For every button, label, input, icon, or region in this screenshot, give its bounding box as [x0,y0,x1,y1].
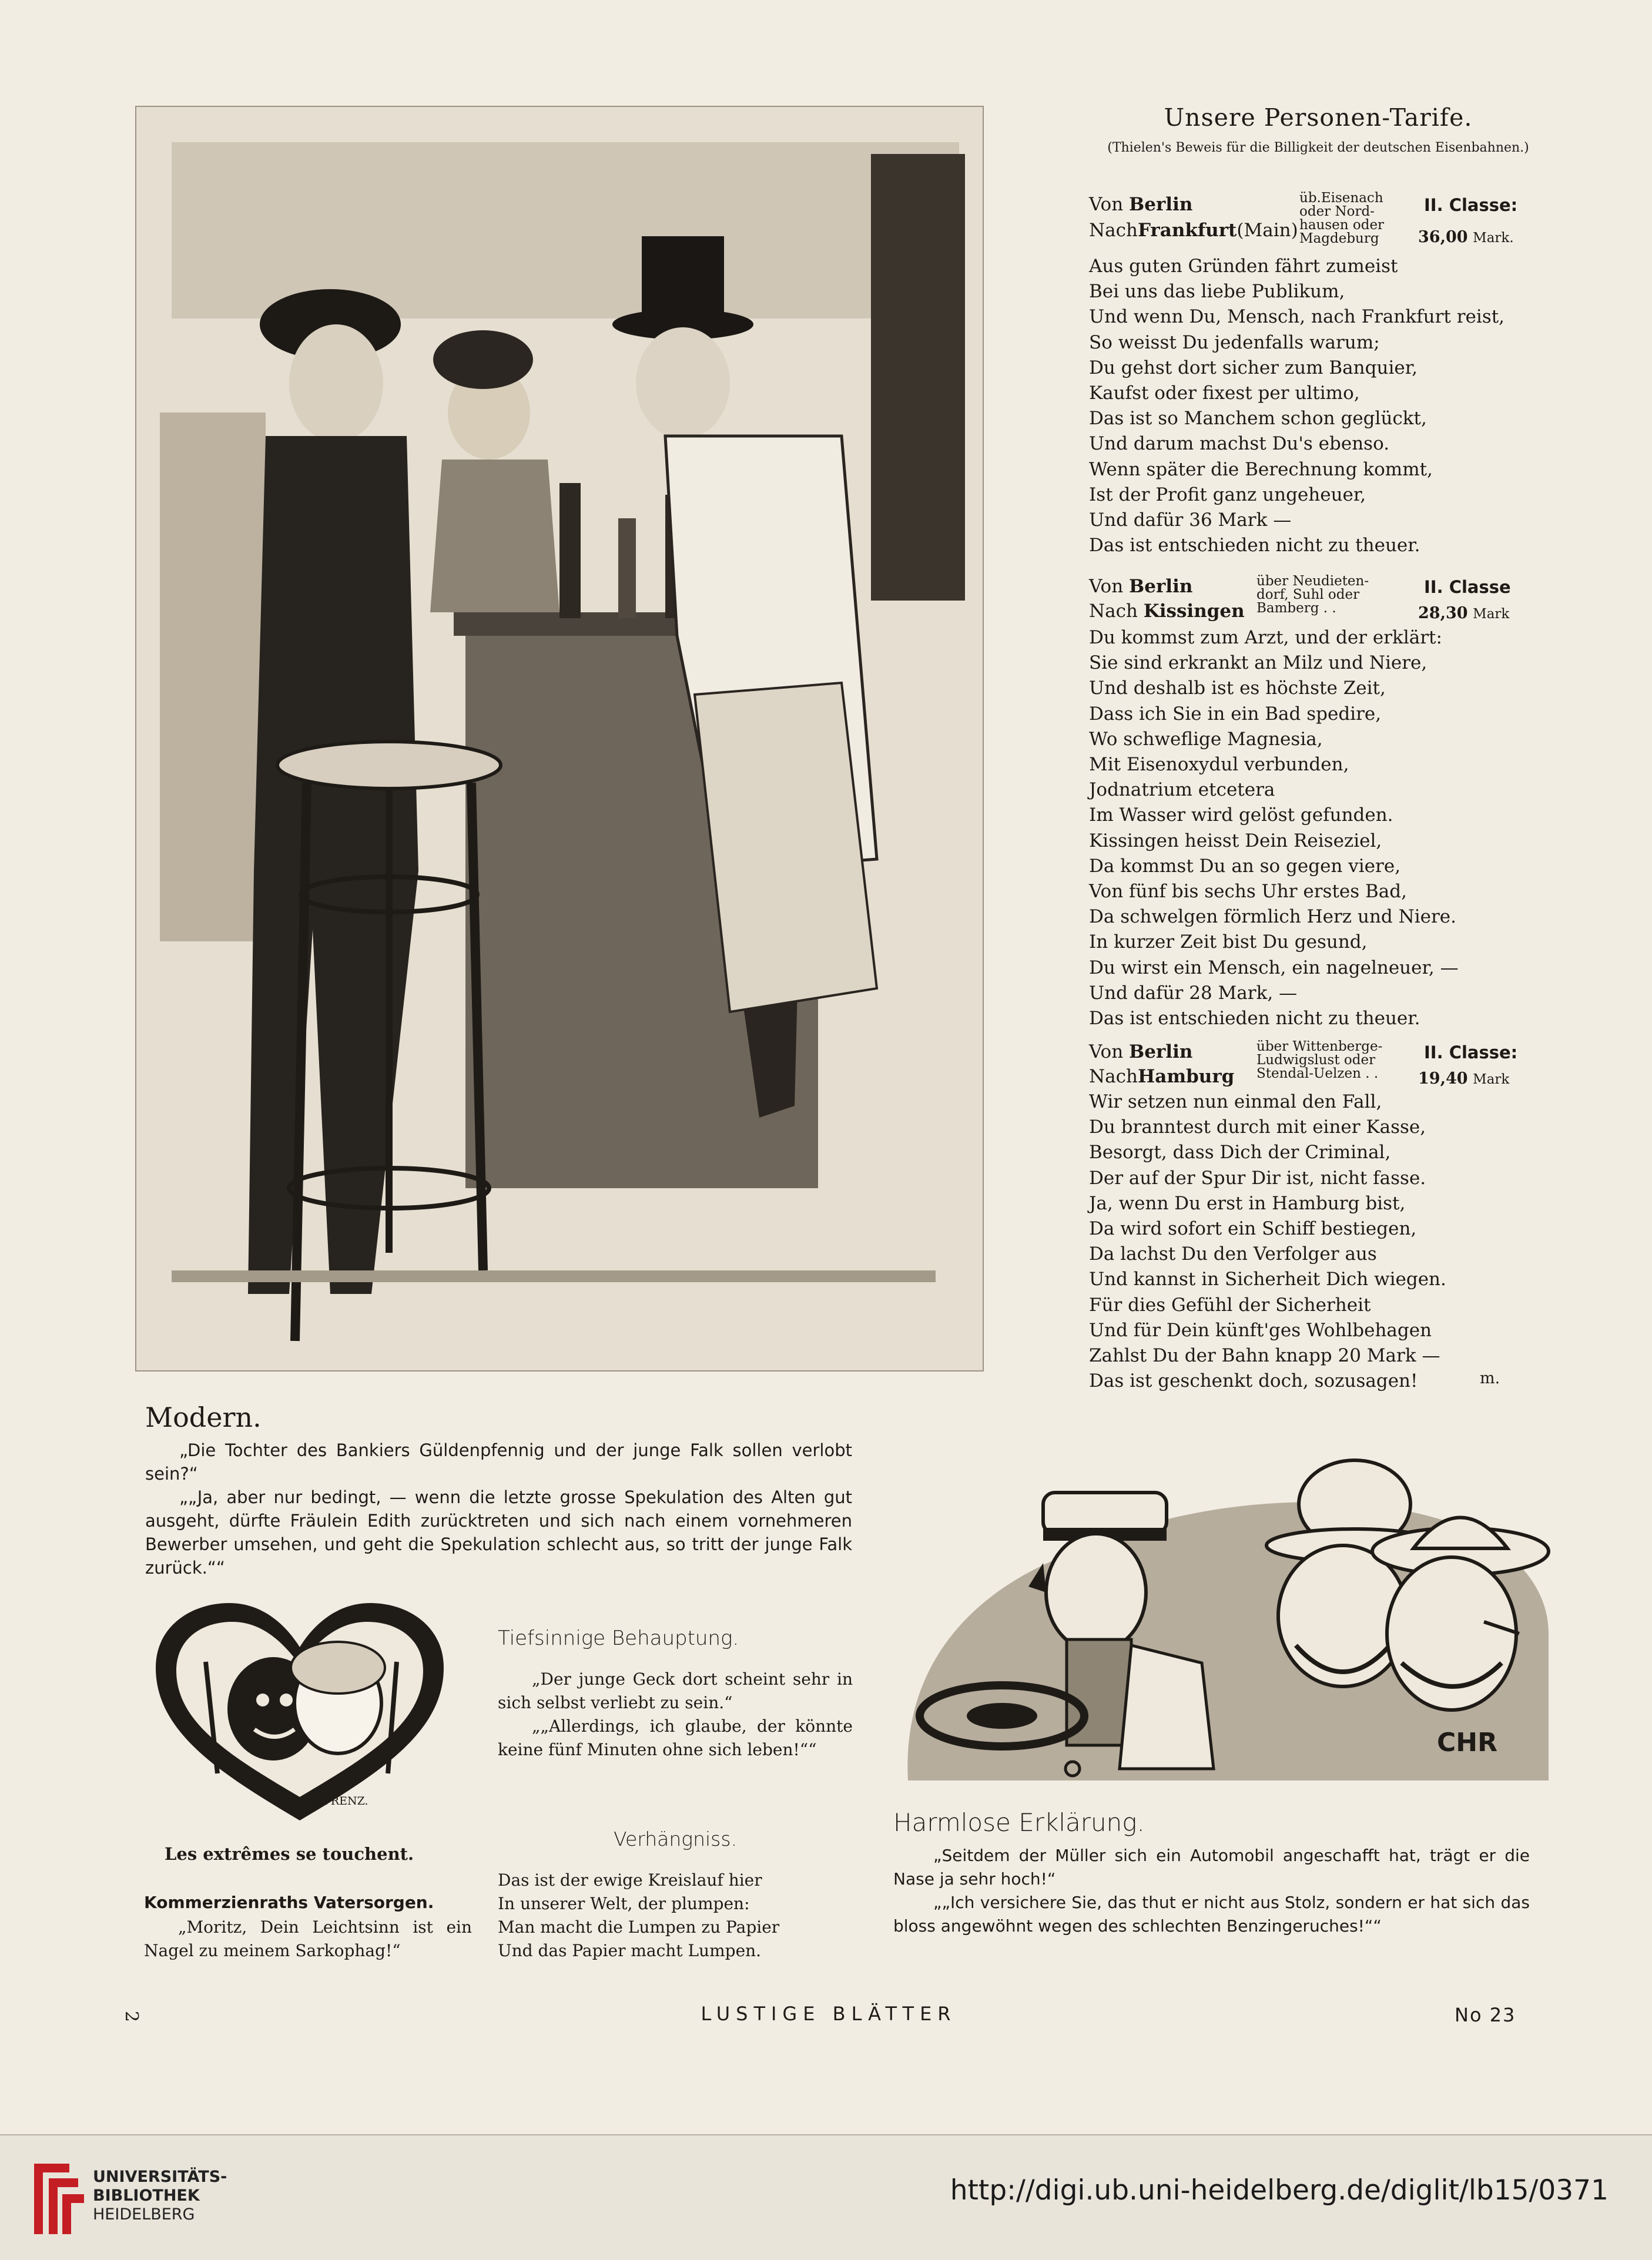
route-from-city: Berlin [1129,576,1193,597]
verse-line: Bei uns das liebe Publikum, [1089,281,1345,303]
verse-line: Das ist entschieden nicht zu theuer. [1089,1008,1420,1030]
digital-library-link[interactable]: http://digi.ub.uni-heidelberg.de/diglit/lb15/0371 [950,2174,1609,2207]
verse-frankfurt [1089,254,1547,558]
route-via: Ludwigslust oder [1256,1052,1376,1068]
library-name-line: BIBLIOTHEK [93,2187,200,2205]
verse-line: Mit Eisenoxydul verbunden, [1089,754,1349,776]
heart-illustration [150,1597,450,1826]
route-via: über Neudieten- [1256,574,1369,589]
route-price: 28,30 [1418,604,1468,622]
verse-line: Wo schweflige Magnesia, [1089,728,1323,750]
route-to-label: Nach [1089,1066,1138,1087]
route-from-city: Berlin [1129,194,1193,215]
modern-paragraph: „„Ja, aber nur bedingt, — wenn die letzte grosse Spekulation des Alten gut ausgeht, dürfte Fräulein Edith zurücktreten und sich nach einem vornehmeren Bewerber umsehen, und geht die Spekulation schlecht aus, so tritt der junge Falk zurück.““ [145,1487,852,1578]
library-name-line: UNIVERSITÄTS- [93,2168,227,2186]
heart-caption: Les extrêmes se touchent. [165,1844,414,1864]
verse-line: Und dafür 36 Mark — [1089,509,1292,531]
verse-hamburg [1089,1089,1547,1394]
verse-line: Und darum machst Du's ebenso. [1089,433,1390,455]
issue-number: No 23 [1455,2004,1516,2026]
modern-text [145,1439,852,1580]
route-via: Stendal-Uelzen . . [1256,1066,1379,1081]
verse-line: Da lachst Du den Verfolger aus [1089,1243,1377,1265]
route-from-city: Berlin [1129,1041,1193,1062]
tiefsinnig-title: Tiefsinnige Behauptung. [498,1627,739,1650]
tiefsinnig-paragraph: „Der junge Geck dort scheint sehr in sich selbst verliebt zu sein.“ [498,1669,853,1712]
route-header-frankfurt [1089,192,1547,248]
route-via: hausen oder [1299,217,1385,233]
harmlose-paragraph: „„Ich versichere Sie, das thut er nicht aus Stolz, sondern er hat sich das bloss angewöhnt wegen des schlechten Benzingeruches!““ [893,1893,1530,1936]
route-header-kissingen [1089,574,1547,630]
verse-line: Wir setzen nun einmal den Fall, [1089,1091,1382,1112]
route-from-label: Von [1089,1041,1124,1062]
verse-line: Sie sind erkrankt an Milz und Niere, [1089,652,1428,674]
verse-line: Von fünf bis sechs Uhr erstes Bad, [1089,881,1407,903]
route-price: 36,00 [1418,228,1468,246]
harmlose-text [893,1844,1530,1938]
route-class: II. Classe [1424,577,1511,597]
heart-drawing [150,1597,450,1826]
bar-scene-illustration [135,106,984,1372]
verse-line: Ja, wenn Du erst in Hamburg bist, [1089,1192,1406,1214]
verhaengniss-title: Verhängniss. [613,1828,738,1850]
route-to-label: Nach [1089,220,1138,241]
verse-line: Zahlst Du der Bahn knapp 20 Mark — [1089,1345,1440,1367]
route-to-city: Hamburg [1137,1066,1235,1087]
route-currency: Mark [1473,606,1510,622]
verse-line: Das ist geschenkt doch, sozusagen! [1089,1370,1418,1392]
verse-line: Du kommst zum Arzt, und der erklärt: [1089,627,1442,648]
route-header-hamburg [1089,1039,1547,1095]
library-footer [0,2134,1652,2260]
route-via: üb.Eisenach [1299,190,1383,206]
library-name-line: HEIDELBERG [93,2205,195,2224]
verse-kissingen [1089,625,1547,1031]
verse-line: Und für Dein künft'ges Wohlbehagen [1089,1319,1432,1341]
caricature-signature: CHR [1437,1728,1497,1758]
verse-line: Kaufst oder fixest per ultimo, [1089,383,1360,404]
modern-paragraph: „Die Tochter des Bankiers Güldenpfennig und der junge Falk sollen verlobt sein?“ [145,1440,852,1484]
route-via: über Wittenberge- [1256,1039,1383,1054]
verse-line: In kurzer Zeit bist Du gesund, [1089,931,1368,953]
verhaengniss-line: In unserer Welt, der plumpen: [498,1894,750,1913]
route-to-city: Kissingen [1143,601,1245,622]
route-class: II. Classe: [1424,1042,1518,1062]
verse-line: Da wird sofort ein Schiff bestiegen, [1089,1218,1417,1240]
verse-line: Besorgt, dass Dich der Criminal, [1089,1142,1391,1163]
route-to-suffix: (Main) [1237,220,1298,241]
verhaengniss-line: Man macht die Lumpen zu Papier [498,1917,780,1937]
verse-line: Wenn später die Berechnung kommt, [1089,458,1433,480]
verse-line: Du gehst dort sicher zum Banquier, [1089,357,1418,378]
harmlose-title: Harmlose Erklärung. [893,1808,1145,1837]
tiefsinnig-text [498,1668,853,1762]
route-currency: Mark [1473,1072,1510,1087]
route-to-city: Frankfurt [1137,220,1237,241]
library-logo-icon [22,2158,87,2240]
bar-scene-drawing [136,107,983,1370]
library-name [93,2168,227,2224]
tariff-signature: m. [1480,1369,1500,1387]
verse-line: Und dafür 28 Mark, — [1089,982,1298,1004]
route-via: dorf, Suhl oder [1256,587,1360,602]
harmlose-paragraph: „Seitdem der Müller sich ein Automobil angeschafft hat, trägt er die Nase ja sehr hoch!“ [893,1846,1530,1889]
verse-line: Jodnatrium etcetera [1089,779,1275,801]
tiefsinnig-paragraph: „„Allerdings, ich glaube, der könnte keine fünf Minuten ohne sich leben!““ [498,1716,853,1759]
verse-line: Ist der Profit ganz ungeheuer, [1089,484,1366,505]
route-price: 19,40 [1418,1069,1468,1088]
route-via: oder Nord- [1299,204,1375,219]
route-via: Magdeburg [1299,231,1379,246]
verse-line: Aus guten Gründen fährt zumeist [1089,256,1398,277]
route-currency: Mark. [1473,230,1514,246]
verse-line: Du branntest durch mit einer Kasse, [1089,1116,1426,1138]
verse-line: Das ist entschieden nicht zu theuer. [1089,535,1420,556]
verse-line: Und deshalb ist es höchste Zeit, [1089,678,1386,699]
verse-line: Da kommst Du an so gegen viere, [1089,855,1401,877]
verse-line: Und kannst in Sicherheit Dich wiegen. [1089,1269,1446,1290]
route-from-label: Von [1089,576,1124,597]
verse-line: So weisst Du jedenfalls warum; [1089,331,1380,353]
verhaengniss-line: Und das Papier macht Lumpen. [498,1941,762,1960]
route-from-label: Von [1089,194,1124,215]
verse-line: Der auf der Spur Dir ist, nicht fasse. [1089,1167,1426,1189]
verse-line: Dass ich Sie in ein Bad spedire, [1089,703,1382,725]
caricature-illustration [896,1451,1554,1786]
modern-title: Modern. [145,1401,262,1433]
route-via: Bamberg . . [1256,601,1336,616]
heart-signature: H.FRENZ. [310,1795,368,1808]
verhaengniss-line: Das ist der ewige Kreislauf hier [498,1870,762,1890]
kommerzienrat-title: Kommerzienraths Vatersorgen. [144,1893,434,1912]
verse-line: Kissingen heisst Dein Reiseziel, [1089,830,1382,851]
verse-line: Das ist so Manchem schon geglückt, [1089,408,1427,430]
route-to-label: Nach [1089,601,1138,622]
magazine-title: LUSTIGE BLÄTTER [701,2003,957,2025]
verse-line: Da schwelgen förmlich Herz und Niere. [1089,906,1457,928]
kommerzienrat-text: „Moritz, Dein Leichtsinn ist ein Nagel zu meinem Sarkophag!“ [144,1917,472,1960]
verse-line: Und wenn Du, Mensch, nach Frankfurt reist, [1089,306,1505,328]
verhaengniss-verse [498,1869,853,1963]
tariff-subtitle: (Thielen's Beweis für die Billigkeit der deutschen Eisenbahnen.) [1107,140,1529,155]
verse-line: Für dies Gefühl der Sicherheit [1089,1294,1371,1316]
tariff-title: Unsere Personen-Tarife. [1164,103,1473,132]
route-class: II. Classe: [1424,195,1518,215]
page-number: 2 [121,2010,142,2023]
verse-line: Im Wasser wird gelöst gefunden. [1089,804,1393,826]
verse-line: Du wirst ein Mensch, ein nagelneuer, — [1089,957,1459,978]
